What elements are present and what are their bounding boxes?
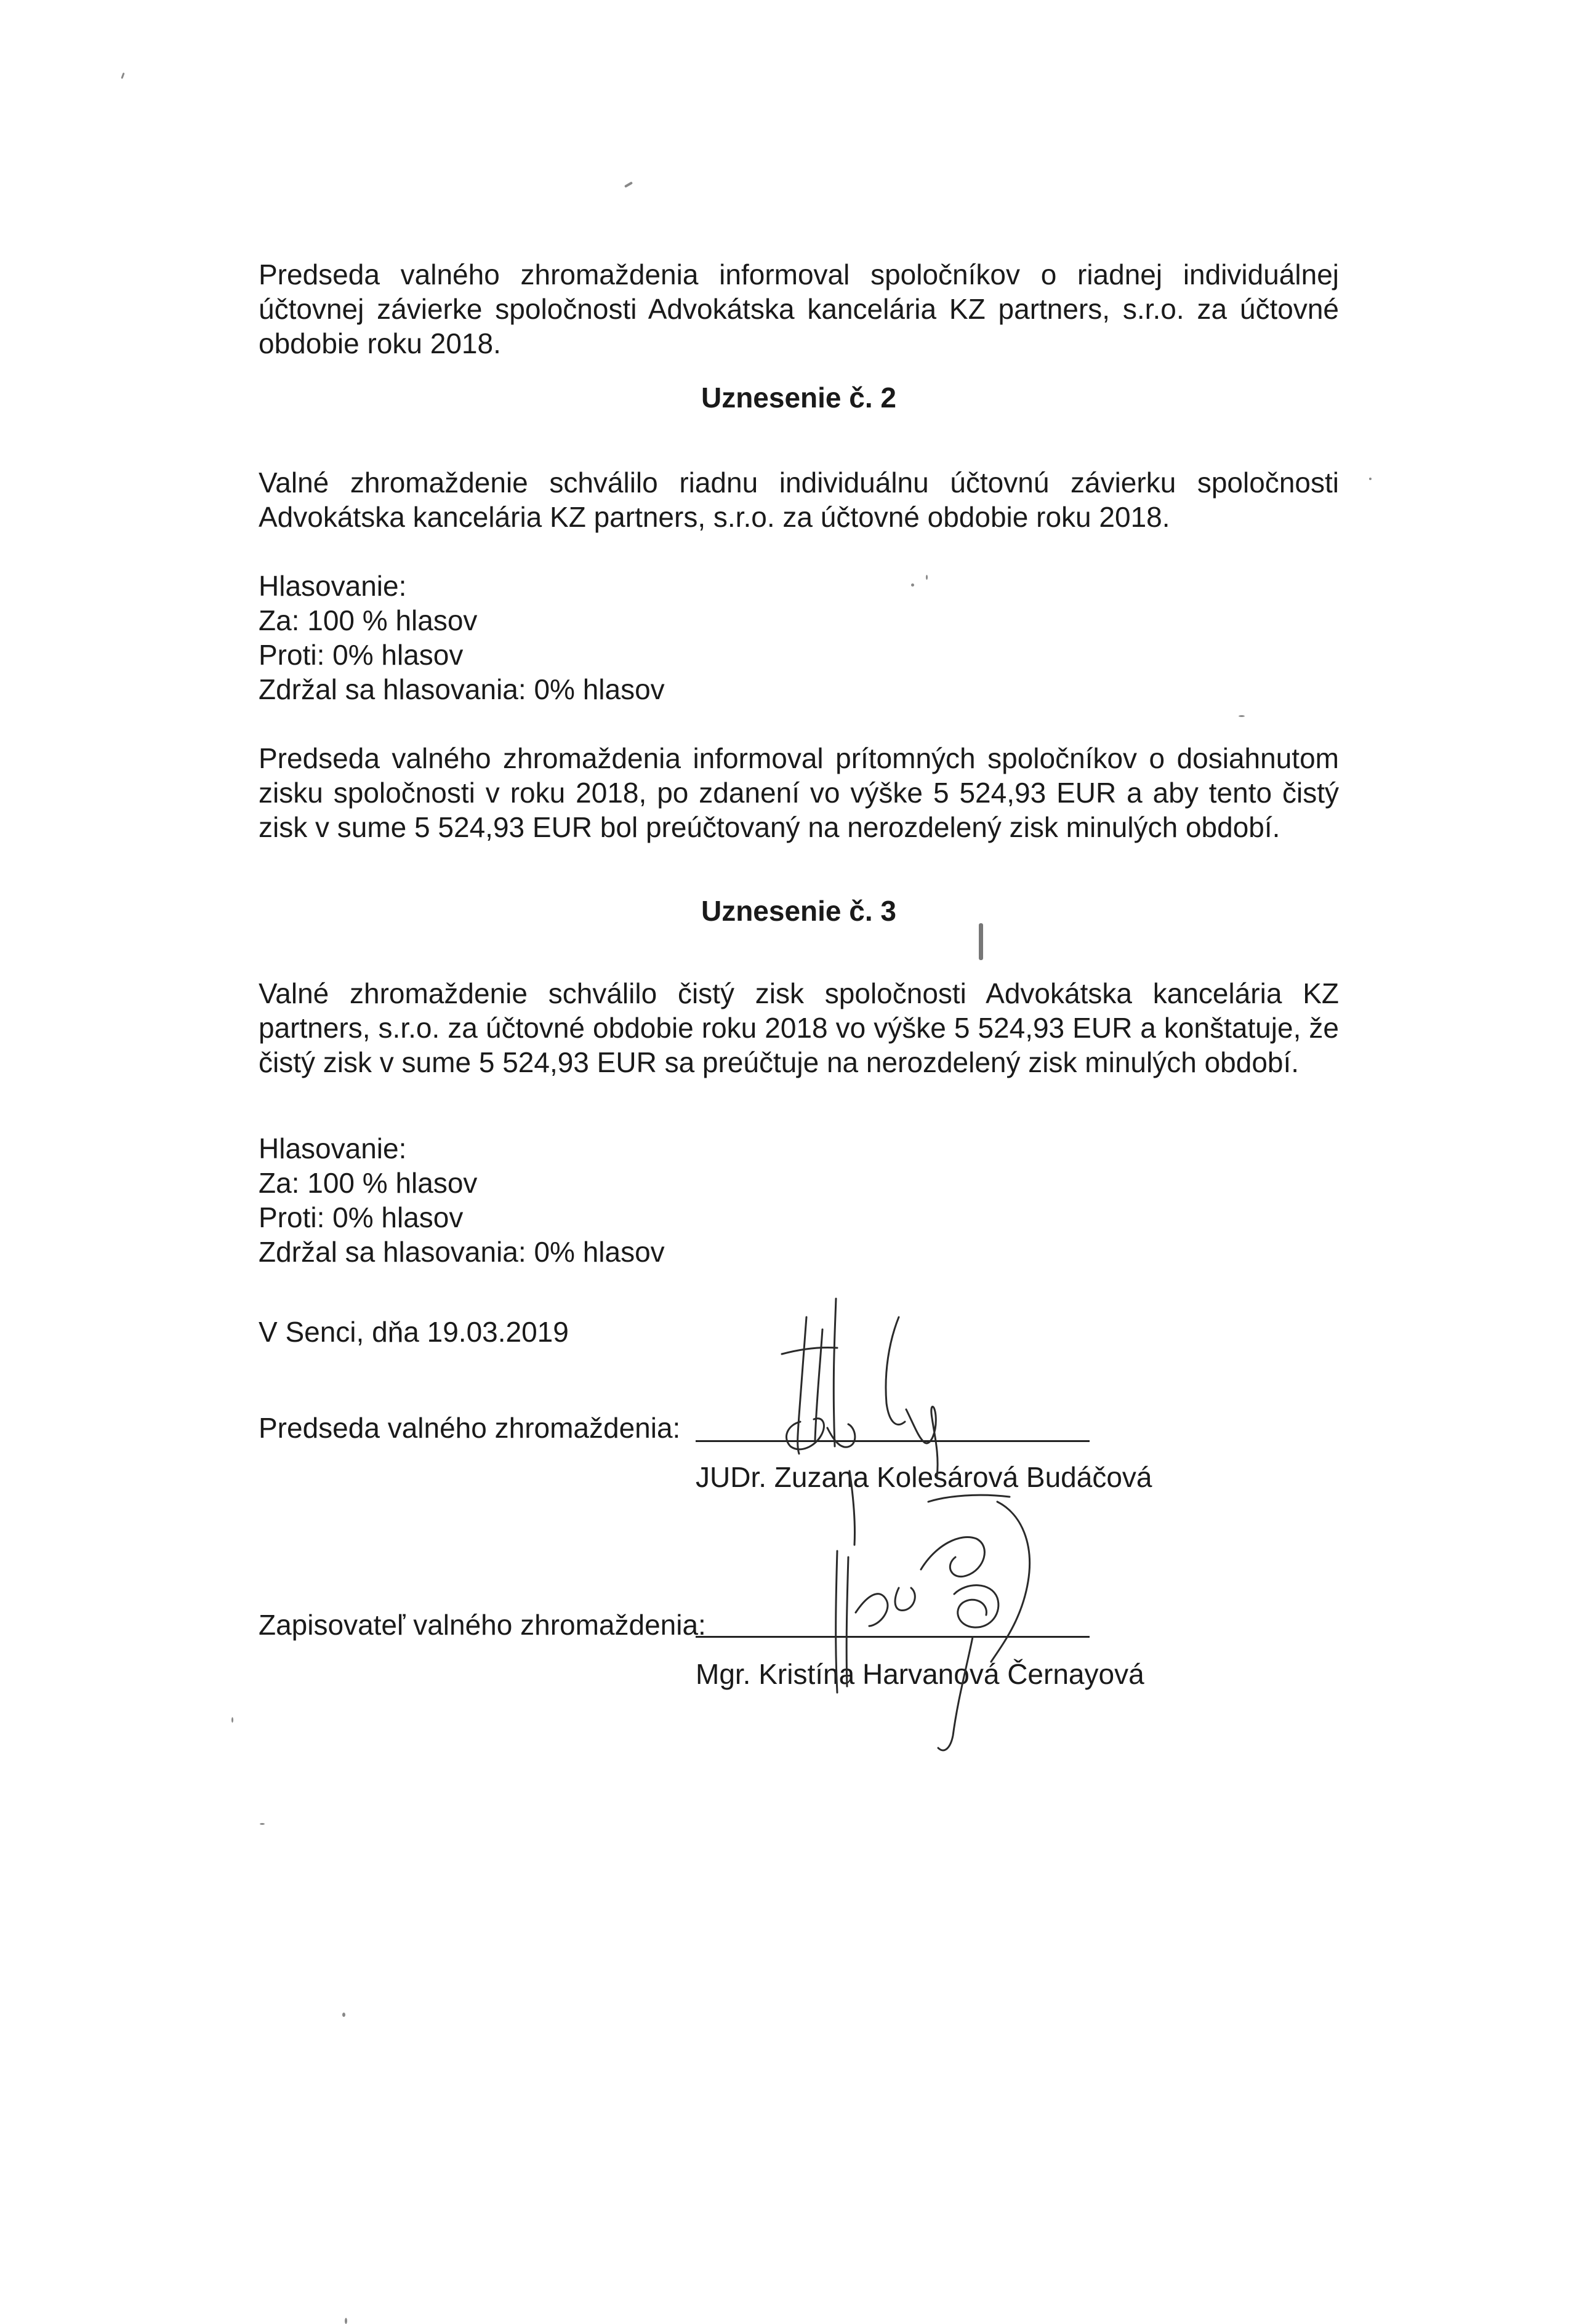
scan-speck [260, 1823, 265, 1825]
resolution-3-body: Valné zhromaždenie schválilo čistý zisk spoločnosti Advokátska kancelária KZ partners, s.r.o. za účtovné obdobie roku 2018 vo výške 5 524,93 EUR a konštatuje, že čistý zisk v sume 5 524,93 EUR sa preúčtuje na nerozdelený zisk minulých období. [259, 977, 1339, 1078]
resolution-3-heading: Uznesenie č. 3 [701, 895, 897, 927]
scan-speck [342, 2013, 345, 2017]
vote-1-block [259, 569, 1339, 707]
vote-1-for: Za: 100 % hlasov [259, 604, 478, 636]
profit-info-paragraph [259, 741, 1339, 844]
scan-speck [1369, 478, 1372, 480]
vote-2-against: Proti: 0% hlasov [259, 1201, 464, 1233]
place-date: V Senci, dňa 19.03.2019 [259, 1316, 569, 1348]
vote-2-for: Za: 100 % hlasov [259, 1167, 478, 1199]
chair-name: JUDr. Zuzana Kolesárová Budáčová [696, 1461, 1152, 1493]
vote-1-against: Proti: 0% hlasov [259, 639, 464, 671]
scan-speck [1239, 715, 1245, 717]
vote-1-abstain: Zdržal sa hlasovania: 0% hlasov [259, 673, 665, 705]
scan-speck [926, 575, 928, 580]
vote-2-block [259, 1131, 1339, 1269]
chair-label: Predseda valného zhromaždenia: [259, 1412, 681, 1444]
intro-paragraph [259, 257, 1339, 361]
vote-2-abstain: Zdržal sa hlasovania: 0% hlasov [259, 1236, 665, 1268]
recorder-name: Mgr. Kristína Harvanová Černayová [696, 1658, 1144, 1690]
vote-1-title: Hlasovanie: [259, 570, 407, 602]
resolution-2-body: Valné zhromaždenie schválilo riadnu individuálnu účtovnú závierku spoločnosti Advokátska kancelária KZ partners, s.r.o. za účtovné obdobie roku 2018. [259, 467, 1339, 533]
scan-speck [345, 2318, 347, 2324]
scan-speck [121, 73, 124, 79]
recorder-label: Zapisovateľ valného zhromaždenia: [259, 1609, 706, 1641]
scan-speck [979, 923, 983, 960]
vote-2-title: Hlasovanie: [259, 1132, 407, 1164]
recorder-signature-icon [813, 1489, 1059, 1766]
resolution-2-text [259, 465, 1339, 534]
scan-speck [911, 583, 914, 587]
scan-speck [624, 182, 633, 188]
resolution-3-text [259, 976, 1339, 1080]
intro-text: Predseda valného zhromaždenia informoval spoločníkov o riadnej individuálnej účtovnej závierke spoločnosti Advokátska kancelária KZ partners, s.r.o. za účtovné obdobie roku 2018. [259, 258, 1339, 359]
scan-speck [231, 1717, 233, 1723]
profit-info-text: Predseda valného zhromaždenia informoval prítomných spoločníkov o dosiahnutom zisku spoločnosti v roku 2018, po zdanení vo výške 5 524,93 EUR a aby tento čistý zisk v sume 5 524,93 EUR bol preúčtovaný na nerozdelený zisk minulých období. [259, 742, 1339, 843]
resolution-2-heading: Uznesenie č. 2 [701, 382, 897, 414]
chair-signature-line [696, 1440, 1090, 1442]
recorder-signature-line [696, 1636, 1090, 1638]
